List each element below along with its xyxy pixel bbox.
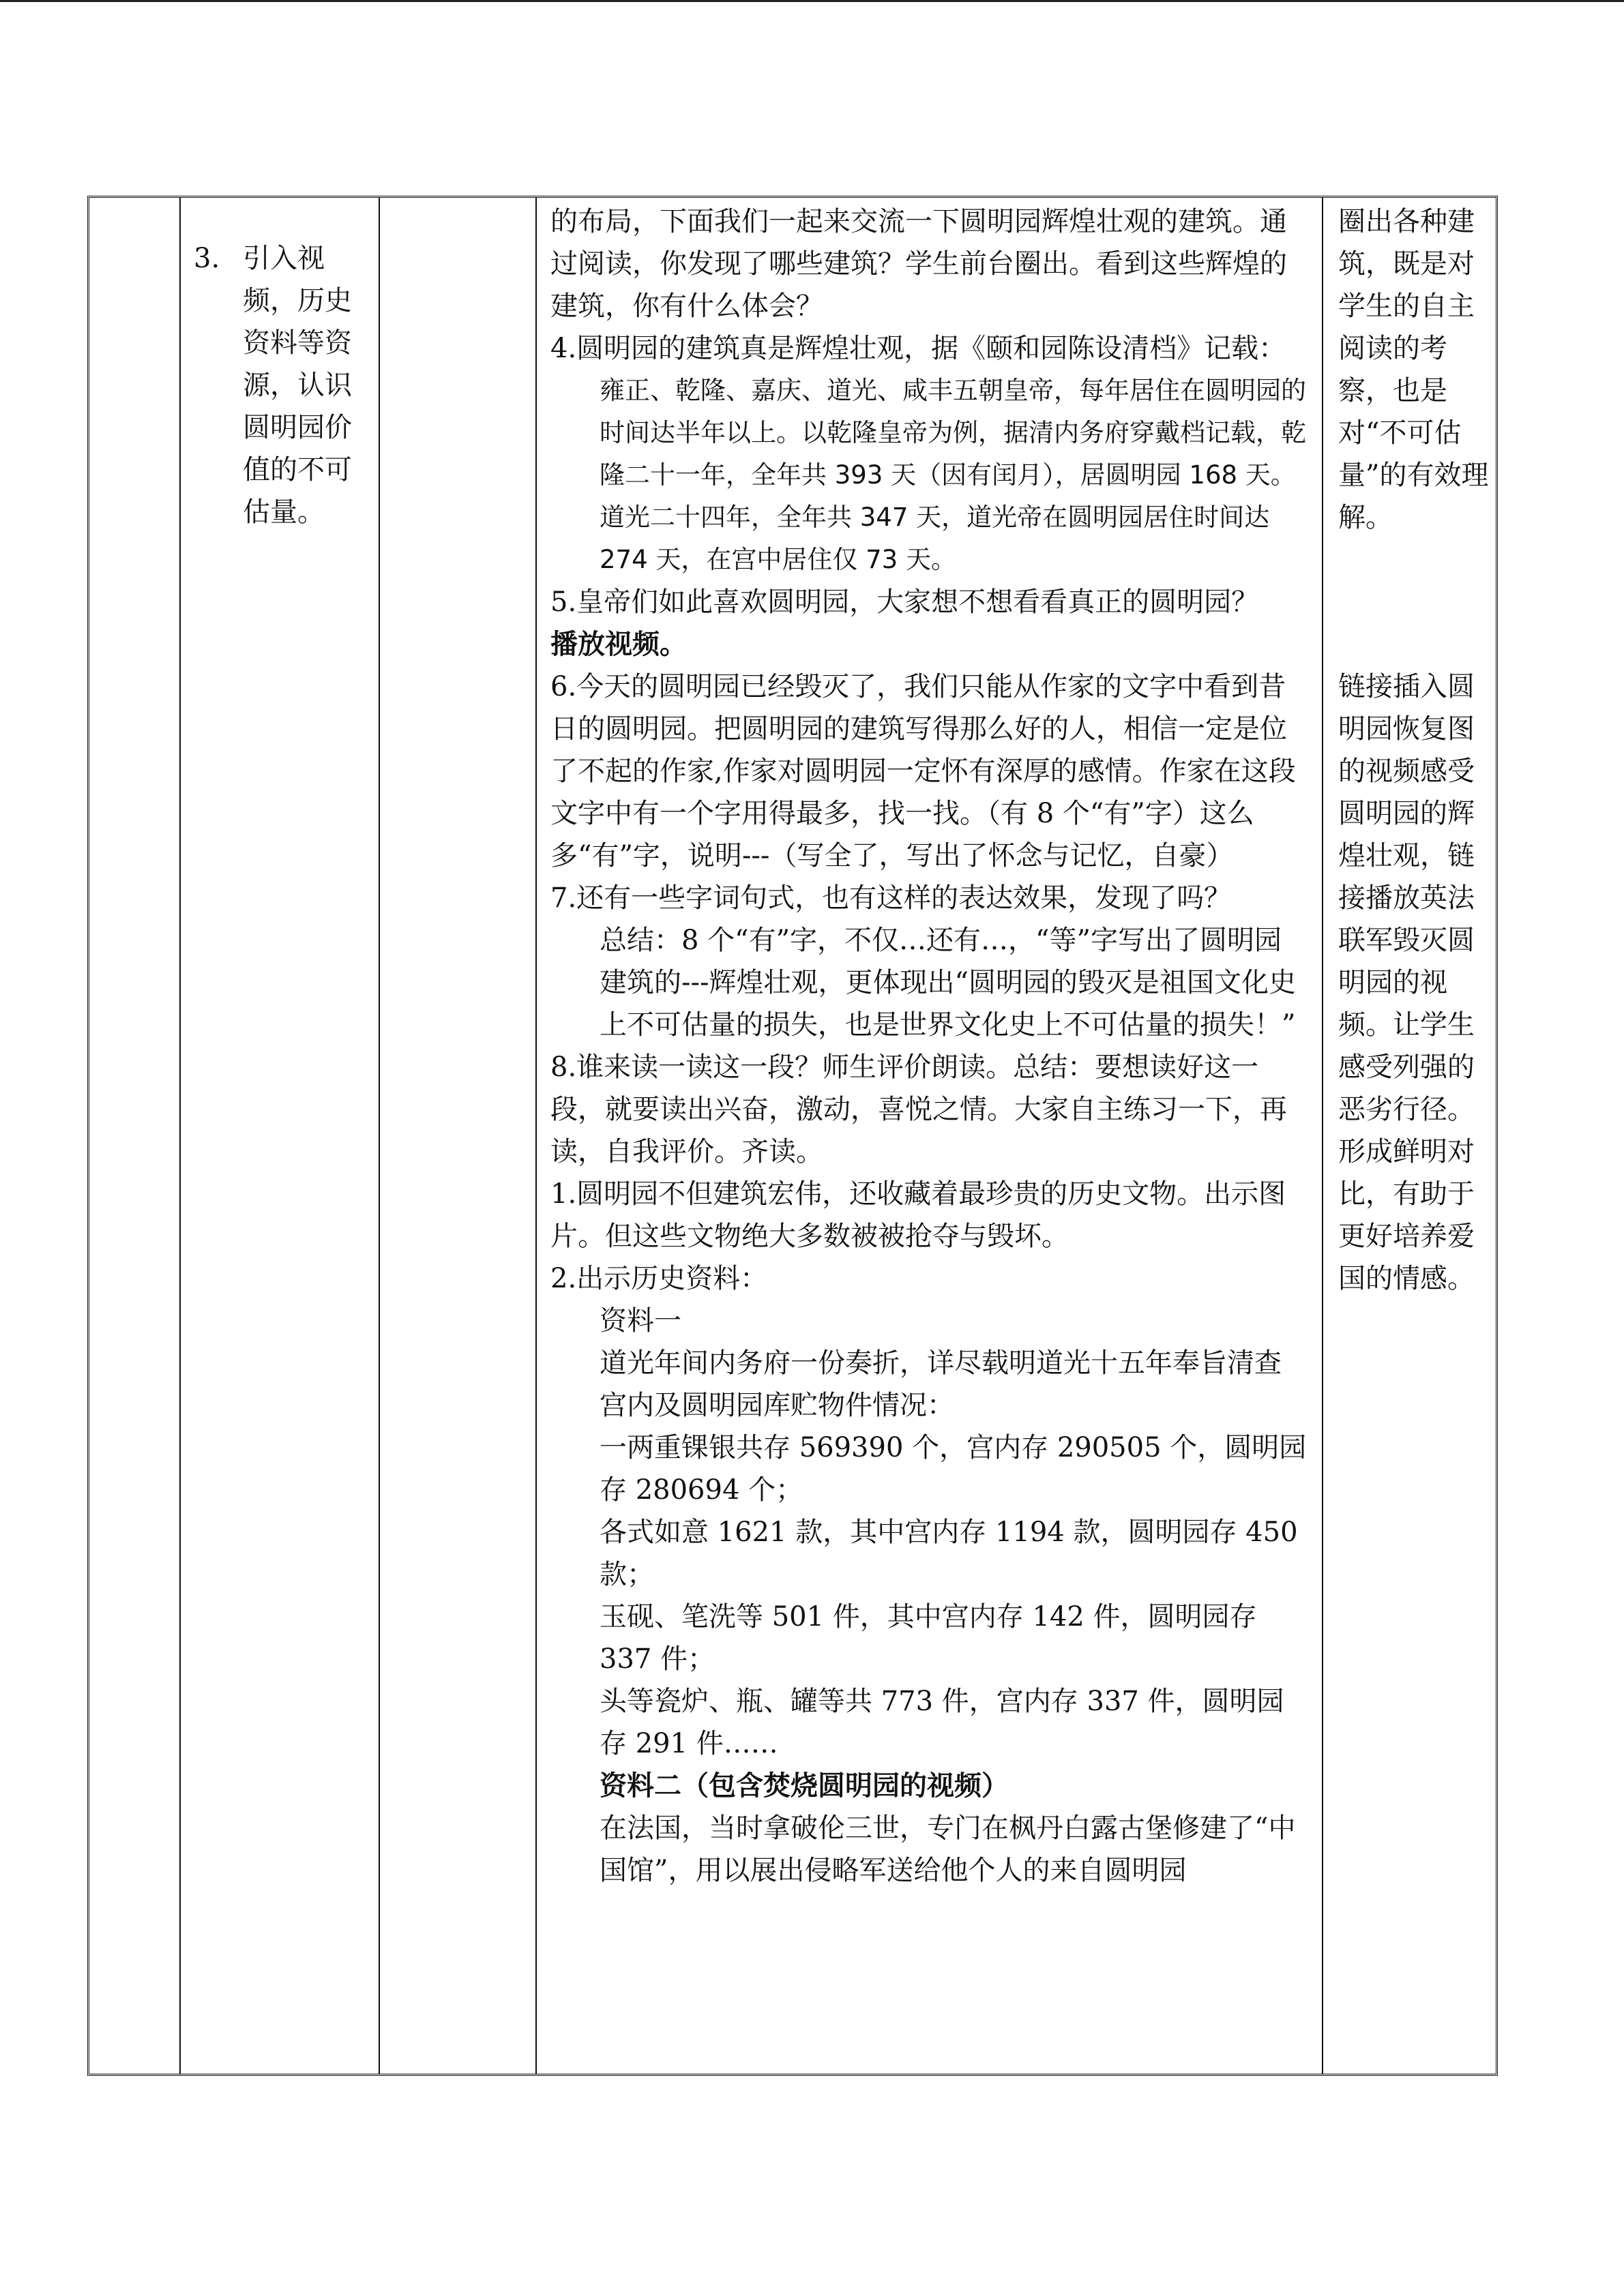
material-1-item: 头等瓷炉、瓶、罐等共 773 件，宫内存 337 件，圆明园存 291 件…… <box>600 1686 1284 1759</box>
play-video-instruction: 播放视频。 <box>550 628 687 660</box>
intro-paragraph: 的布局，下面我们一起来交流一下圆明园辉煌壮观的建筑。通过阅读，你发现了哪些建筑？学生前台圈出。看到这些辉煌的建筑，你有什么体会？ <box>550 206 1287 322</box>
teaching-step-cell <box>181 198 378 2074</box>
material-2-title: 资料二（包含焚烧圆明园的视频） <box>600 1770 1009 1802</box>
material-1-item: 玉砚、笔洗等 501 件，其中宫内存 142 件，圆明园存 337 件； <box>600 1601 1257 1675</box>
column-divider <box>179 198 181 2074</box>
paragraph-4: 4.圆明园的建筑真是辉煌壮观，据《颐和园陈设清档》记载： <box>550 333 1286 364</box>
material-2-text: 在法国，当时拿破伦三世，专门在枫丹白露古堡修建了“中国馆”，用以展出侵略军送给他个人的来自圆明园 <box>600 1813 1296 1886</box>
design-note-2: 链接插入圆明园恢复图的视频感受圆明园的辉煌壮观，链接播放英法联军毁灭圆明园的视频。让学生感受列强的恶劣行径。形成鲜明对比，有助于更好培养爱国的情感。 <box>1338 671 1475 1294</box>
paragraph-7: 7.还有一些字词句式，也有这样的表达效果，发现了吗？ <box>550 882 1232 914</box>
material-1-text: 道光年间内务府一份奏折，详尽载明道光十五年奉旨清查宫内及圆明园库贮物件情况： <box>600 1347 1282 1421</box>
design-note-1: 圈出各种建筑，既是对学生的自主阅读的考察，也是对“不可估量”的有效理解。 <box>1338 206 1489 533</box>
paragraph-5: 5.皇帝们如此喜欢圆明园，大家想不想看看真正的圆明园？ <box>550 586 1259 618</box>
step-number: 3. <box>194 243 220 274</box>
design-intent-cell <box>1323 198 1495 2074</box>
record-quote: 雍正、乾隆、嘉庆、道光、咸丰五朝皇帝，每年居住在圆明园的时间达半年以上。以乾隆皇帝为例，据清内务府穿戴档记载，乾隆二十一年，全年共 393 天（因有闰月），居圆明园 168 天。道光二十四年，全年共 347 天，道光帝在圆明园居住时间达 274 天，在宫中居住仅 73 天。 <box>600 376 1306 574</box>
page-top-border <box>0 0 1624 2</box>
material-1-item: 各式如意 1621 款，其中宫内存 1194 款，圆明园存 450 款； <box>600 1517 1298 1590</box>
paragraph-6: 6.今天的圆明园已经毁灭了，我们只能从作家的文字中看到昔日的圆明园。把圆明园的建筑写得那么好的人，相信一定是位了不起的作家,作家对圆明园一定怀有深厚的感情。作家在这段文字中有一个字用得最多，找一找。（有 8 个“有”字）这么多“有”字，说明---（写全了，写出了怀念与记忆，自豪） <box>550 671 1296 871</box>
step-description: 引入视频，历史资料等资源，认识圆明园价值的不可估量。 <box>243 243 352 528</box>
teaching-process-cell <box>537 198 1321 2074</box>
part2-paragraph-1: 1.圆明园不但建筑宏伟，还收藏着最珍贵的历史文物。出示图片。但这些文物绝大多数被被抢夺与毁坏。 <box>550 1178 1286 1252</box>
material-1-item: 一两重锞银共存 569390 个，宫内存 290505 个，圆明园存 280694 个； <box>600 1432 1307 1506</box>
material-1-title: 资料一 <box>600 1305 681 1337</box>
paragraph-8: 8.谁来读一读这一段？师生评价朗读。总结：要想读好这一段，就要读出兴奋，激动，喜悦之情。大家自主练习一下，再读，自我评价。齐读。 <box>550 1052 1287 1167</box>
paragraph-7-summary: 总结：8 个“有”字，不仅…还有…，“等”字写出了圆明园建筑的---辉煌壮观，更体现出“圆明园的毁灭是祖国文化史上不可估量的损失，也是世界文化史上不可估量的损失！” <box>600 925 1296 1041</box>
lesson-plan-table <box>87 196 1498 2076</box>
column-divider <box>379 198 380 2074</box>
part2-paragraph-2: 2.出示历史资料： <box>550 1263 768 1294</box>
